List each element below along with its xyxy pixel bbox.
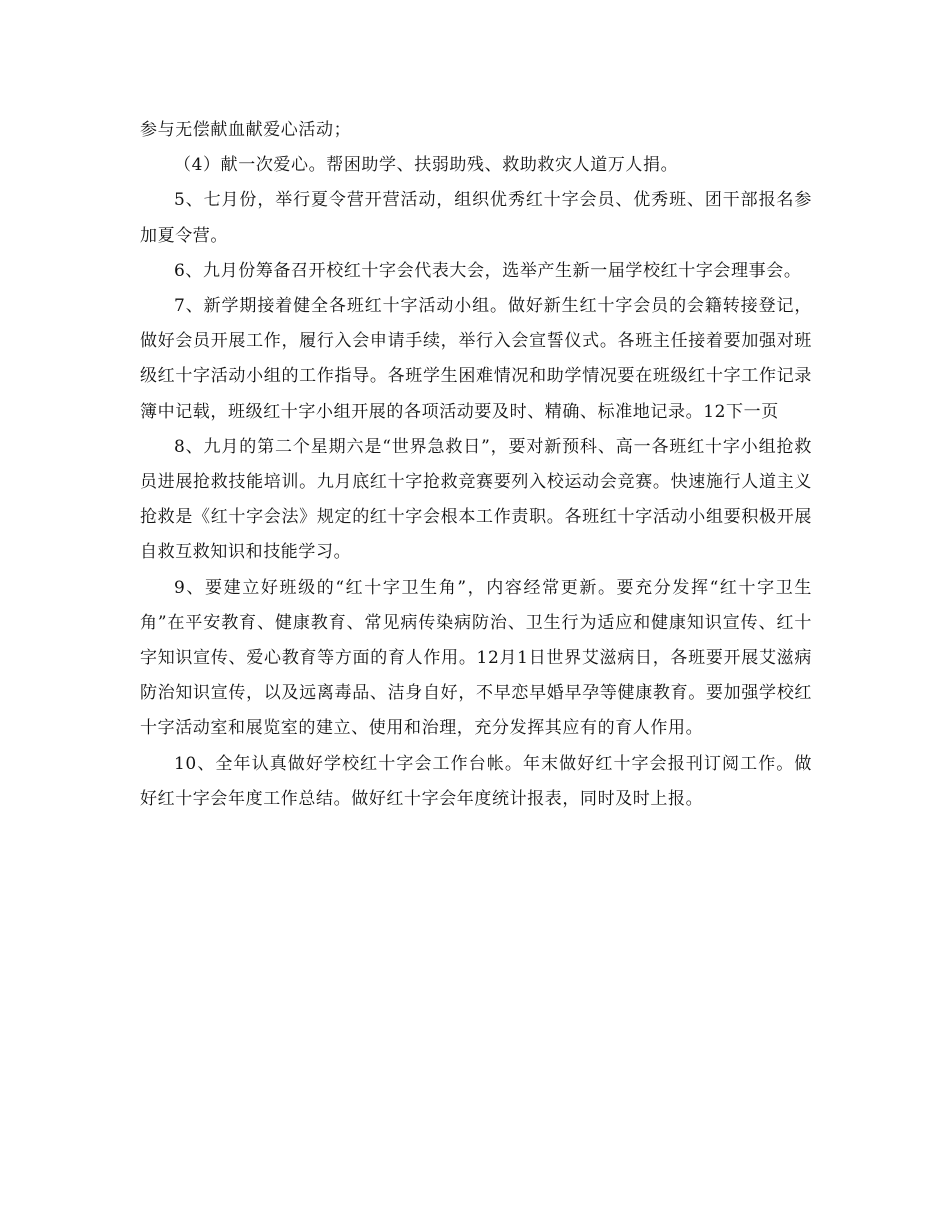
paragraph-item-7: 7、新学期接着健全各班红十字活动小组。做好新生红十字会员的会籍转接登记，做好会员开展工作，履行入会申请手续，举行入会宣誓仪式。各班主任接着要加强对班级红十字活动小组的工作指导。各班学生困难情况和助学情况要在班级红十字工作记录簿中记载，班级红十字小组开展的各项活动要及时、精确、标准地记录。12下一页 [140,296,812,422]
paragraph-item-4: （4）献一次爱心。帮困助学、扶弱助残、救助救灾人道万人捐。 [174,155,679,176]
paragraph-item-5: 5、七月份，举行夏令营开营活动，组织优秀红十字会员、优秀班、团干部报名参加夏令营。 [140,190,812,246]
paragraph-continuation: 参与无偿献血献爱心活动； [140,120,352,140]
paragraph-item-10: 10、全年认真做好学校红十字会工作台帐。年末做好红十字会报刊订阅工作。做好红十字会年度工作总结。做好红十字会年度统计报表，同时及时上报。 [140,753,812,809]
paragraph-item-8: 8、九月的第二个星期六是“世界急救日”，要对新预科、高一各班红十字小组抢救员进展抢救技能培训。九月底红十字抢救竞赛要列入校运动会竞赛。快速施行人道主义抢救是《红十字会法》规定的红十字会根本工作责职。各班红十字活动小组要积极开展自救互救知识和技能学习。 [140,436,812,563]
paragraph-item-9: 9、要建立好班级的“红十字卫生角”，内容经常更新。要充分发挥“红十字卫生角”在平安教育、健康教育、常见病传染病防治、卫生行为适应和健康知识宣传、红十字知识宣传、爱心教育等方面的育人作用。12月1日世界艾滋病日，各班要开展艾滋病防治知识宣传，以及远离毒品、洁身自好，不早恋早婚早孕等健康教育。要加强学校红十字活动室和展览室的建立、使用和治理，充分发挥其应有的育人作用。 [140,577,812,739]
paragraph-item-6: 6、九月份筹备召开校红十字会代表大会，选举产生新一届学校红十字会理事会。 [174,260,802,281]
document-body [140,113,812,817]
